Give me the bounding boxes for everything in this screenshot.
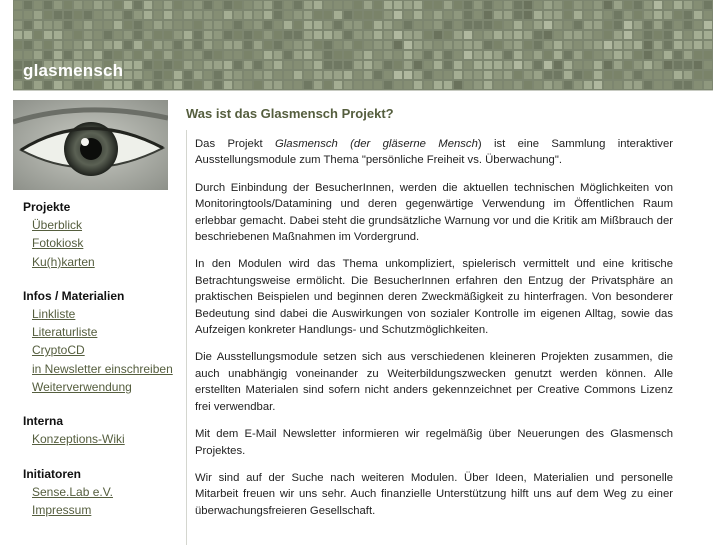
nav-heading-projekte: Projekte — [23, 200, 71, 214]
nav-link-ueberblick[interactable]: Überblick — [32, 218, 83, 232]
nav-link-linkliste[interactable]: Linkliste — [32, 306, 76, 321]
nav-heading-interna: Interna — [23, 414, 64, 429]
intro-paragraph — [195, 136, 673, 169]
intro-prefix: Das Projekt — [195, 138, 275, 150]
page-title: Was ist das Glasmensch Projekt? — [186, 106, 394, 121]
eye-image — [13, 100, 168, 190]
nav-link-weiterverwendung[interactable]: Weiterverwendung — [32, 380, 132, 395]
nav-link-kuhkarten[interactable]: Ku(h)karten — [32, 254, 95, 269]
site-title[interactable]: glasmensch — [23, 61, 124, 80]
paragraph: Wir sind auf der Suche nach weiteren Modulen. Über Ideen, Materialien und personelle Mitarbeit freuen wir uns sehr. Auch finanzielle Unterstützung hilft uns auf dem Weg zu einer überwachungsfreieren Gesellschaft. — [195, 471, 673, 517]
sidebar-nav — [13, 198, 183, 519]
nav-link-senselab[interactable]: Sense.Lab e.V. — [32, 484, 113, 499]
content-divider — [186, 130, 187, 545]
article-body — [195, 136, 673, 530]
nav-link-newsletter[interactable]: in Newsletter einschreiben — [32, 361, 173, 376]
nav-link-cryptocd[interactable]: CryptoCD — [32, 343, 85, 358]
nav-heading-infos: Infos / Materialien — [23, 288, 125, 303]
header-divider — [13, 90, 713, 91]
nav-heading-initiatoren: Initiatoren — [23, 466, 82, 481]
paragraph: Durch Einbindung der BesucherInnen, werden die aktuellen technischen Möglichkeiten von Monitoringtools/Datamining und deren gegenwärtige Verwendung im Öffentlichen Raum erlebbar gemacht. Dabei steht die grundsätzliche Warnung vor und die Kritik am Mißbrauch der beschriebenen Maßnahmen im Vordergrund. — [195, 181, 673, 244]
paragraph: Die Ausstellungsmodule setzen sich aus verschiedenen kleineren Projekten zusammen, die auch unabhängig voneinander zu Weiterbildungszwecken genutzt werden können. Alle erstellten Materialen sind sofern nicht anders gekennzeichnet per Creative Commons Lizenz frei verwendbar. — [195, 351, 673, 413]
nav-link-literaturliste[interactable]: Literaturliste — [32, 325, 98, 340]
project-name-paren: (der gläserne Mensch — [337, 138, 478, 150]
nav-link-fotokiosk[interactable]: Fotokiosk — [32, 236, 84, 251]
project-name: Glasmensch — [274, 138, 338, 150]
header-banner — [13, 0, 713, 90]
intro-suffix: ) ist eine Sammlung interaktiver Ausstellungsmodule zum Thema "persönliche Freiheit vs. Überwachung". — [195, 138, 673, 167]
nav-link-impressum[interactable]: Impressum — [32, 502, 92, 517]
main-content — [186, 100, 673, 517]
nav-link-konzeptions-wiki[interactable]: Konzeptions-Wiki — [32, 432, 125, 447]
paragraph: Mit dem E-Mail Newsletter informieren wir regelmäßig über Neuerungen des Glasmensch Projektes. — [195, 428, 673, 457]
paragraph: In den Modulen wird das Thema unkompliziert, spielerisch vermittelt und eine kritische Betrachtungsweise ermölicht. Die BesucherInnen erfahren den Entzug der Privatsphäre an praktischen Beispielen und beginnen deren Zweckmäßigkeit zu hinterfragen. Von besonderer Bedeutung sind dabei die Auswirkungen von sozialer Kontrolle im eigenen Alltag, sowie das Aufzeigen konkreter Handlungs- und Schutzmöglichkeiten. — [195, 258, 673, 337]
